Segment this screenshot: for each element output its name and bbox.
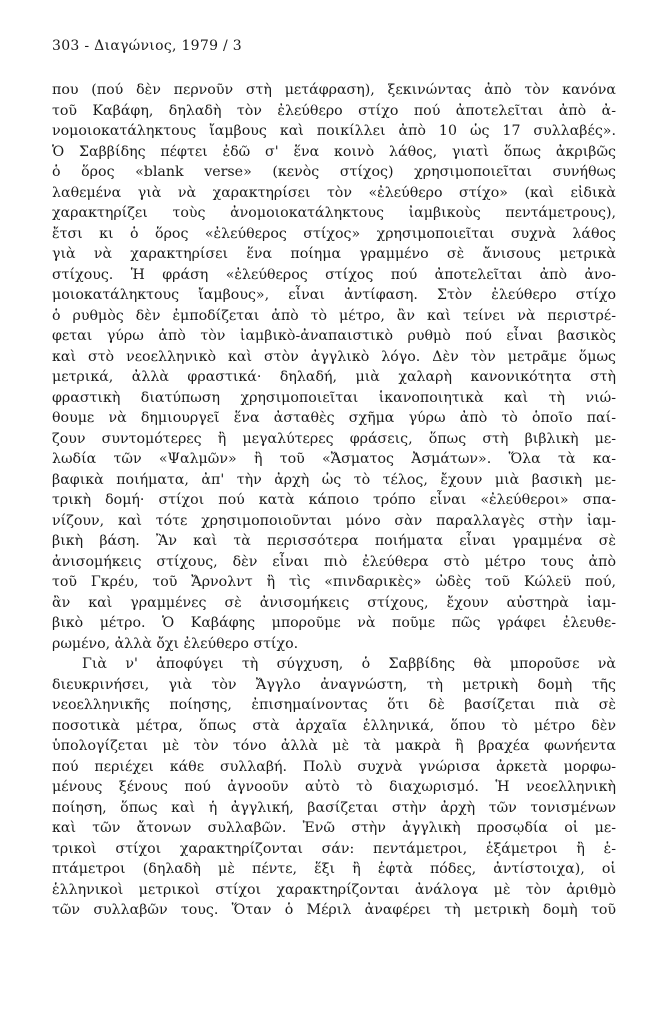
text-line: ζουν συντομότερες ἢ μεγαλύτερες φράσεις, ὅπως στὴ βιβλικὴ με- bbox=[52, 430, 616, 447]
text-line: τῶν συλλαβῶν τους. Ὅταν ὁ Μέριλ ἀναφέρει τὴ μετρικὴ δομὴ τοῦ bbox=[52, 902, 616, 918]
text-line: φραστικὴ διατύπωση χρησιμοποιεῖται ἱκανοποιητικὰ καὶ τὴ νιώ- bbox=[52, 389, 616, 406]
text-line: νεοελληνικῆς ποίησης, ἐπισημαίνοντας ὅτι δὲ βασίζεται πιὰ σὲ bbox=[52, 697, 616, 713]
text-line: τρικοὶ στίχοι χαρακτηρίζονται σάν: πεντάμετροι, ἑξάμετροι ἢ ἑ- bbox=[52, 840, 616, 857]
text-line: στίχους. Ἡ φράση «ἐλεύθερος στίχος πού ἀποτελεῖται ἀπὸ ἀνο- bbox=[52, 266, 616, 283]
text-line: ποίηση, ὅπως καὶ ἡ ἀγγλική, βασίζεται στὴν ἀρχὴ τῶν τονισμένων bbox=[52, 799, 616, 816]
text-line: φεται γύρω ἀπὸ τὸν ἰαμβικὸ-ἀναπαιστικὸ ρυθμὸ πού εἶναι βασικὸς bbox=[52, 328, 616, 344]
text-line: ὑπολογίζεται μὲ τὸν τόνο ἀλλὰ μὲ τὰ μακρὰ ἢ βραχέα φωνήεντα bbox=[52, 738, 616, 754]
text-line: τρικὴ δομή· στίχοι πού κατὰ κάποιο τρόπο εἶναι «ἐλεύθεροι» σπα- bbox=[52, 492, 616, 508]
text-line: Γιὰ ν' ἀποφύγει τὴ σύγχυση, ὁ Σαββίδης θὰ μποροῦσε νὰ bbox=[82, 656, 616, 672]
text-line: μοιοκατάληκτους ἴαμβους», εἶναι ἀντίφαση. Στὸν ἐλεύθερο στίχο bbox=[52, 287, 616, 303]
text-line: λαθεμένα γιὰ νὰ χαρακτηρίσει τὸν «ἐλεύθερο στίχο» (καὶ εἰδικὰ bbox=[52, 184, 616, 201]
body-text bbox=[52, 80, 616, 921]
text-line: γιὰ νὰ χαρακτηρίσει ἕνα ποίημα γραμμένο σὲ ἄνισους μετρικὰ bbox=[52, 246, 616, 262]
text-line: τοῦ Γκρέυ, τοῦ Ἄρνολντ ἢ τὶς «πινδαρικὲς» ὠδὲς τοῦ Κώλεϋ πού, bbox=[52, 574, 616, 590]
text-line: πτάμετροι (δηλαδὴ μὲ πέντε, ἕξι ἢ ἑφτὰ πόδες, ἀντίστοιχα), οἱ bbox=[52, 861, 616, 877]
text-line: ἑλληνικοὶ μετρικοὶ στίχοι χαρακτηρίζονται ἀνάλογα μὲ τὸν ἀριθμὸ bbox=[52, 881, 616, 898]
running-header: 303 - Διαγώνιος, 1979 / 3 bbox=[52, 38, 243, 54]
text-line: που (πού δὲν περνοῦν στὴ μετάφραση), ξεκινώντας ἀπὸ τὸν κανόνα bbox=[52, 82, 616, 98]
text-line: ὁ ὅρος «blank verse» (κενὸς στίχος) χρησιμοποιεῖται συνήθως bbox=[52, 164, 616, 180]
text-line: χαρακτηρίζει τοὺς ἀνομοιοκατάληκτους ἰαμβικοὺς πεντάμετρους), bbox=[52, 205, 616, 221]
text-line: ἀνισομήκεις στίχους, δὲν εἶναι πιὸ ἐλεύθερα στὸ μέτρο τους ἀπὸ bbox=[52, 553, 616, 570]
text-line: τοῦ Καβάφη, δηλαδὴ τὸν ἐλεύθερο στίχο πού ἀποτελεῖται ἀπὸ ἀ- bbox=[52, 102, 616, 119]
text-line: θουμε νὰ δημιουργεῖ ἕνα ἀσταθὲς σχῆμα γύρω ἀπὸ τὸ ὁποῖο παί- bbox=[52, 410, 616, 426]
text-line: βαφικὰ ποιήματα, ἀπ' τὴν ἀρχὴ ὡς τὸ τέλος, ἔχουν μιὰ βασικὴ με- bbox=[52, 471, 616, 488]
text-line: νίζουν, καὶ τότε χρησιμοποιοῦνται μόνο σὰν παραλλαγὲς στὴν ἰαμ- bbox=[52, 512, 616, 529]
text-line: διευκρινήσει, γιὰ τὸν Ἄγγλο ἀναγνώστη, τὴ μετρικὴ δομὴ τῆς bbox=[52, 676, 616, 693]
text-line: μένους ξένους πού ἀγνοοῦν αὐτὸ τὸ διαχωρισμό. Ἡ νεοελληνικὴ bbox=[52, 779, 616, 795]
text-line: ὁ ρυθμὸς δὲν ἐμποδίζεται ἀπὸ τὸ μέτρο, ἂν καὶ τείνει νὰ περιστρέ- bbox=[52, 307, 616, 324]
text-line: ποσοτικὰ μέτρα, ὅπως στὰ ἀρχαῖα ἑλληνικά, ὅπου τὸ μέτρο δὲν bbox=[52, 717, 616, 734]
paragraph bbox=[52, 80, 616, 654]
text-line: βικὸ μέτρο. Ὁ Καβάφης μποροῦμε νὰ ποῦμε πῶς γράφει ἐλευθε- bbox=[52, 615, 616, 631]
text-line: λωδία τῶν «Ψαλμῶν» ἢ τοῦ «Ἄσματος Ἀσμάτων». Ὅλα τὰ κα- bbox=[52, 451, 616, 467]
text-line: καὶ στὸ νεοελληνικὸ καὶ στὸν ἀγγλικὸ λόγο. Δὲν τὸν μετρᾶμε ὅμως bbox=[52, 348, 616, 365]
text-line: ρωμένο, ἀλλὰ ὄχι ἐλεύθερο στίχο. bbox=[52, 635, 299, 652]
text-line: μετρικά, ἀλλὰ φραστικά· δηλαδή, μιὰ χαλαρὴ κανονικότητα στὴ bbox=[52, 369, 616, 385]
text-line: βικὴ βάση. Ἂν καὶ τὰ περισσότερα ποιήματα εἶναι γραμμένα σὲ bbox=[52, 533, 616, 549]
text-line: ἔτσι κι ὁ ὅρος «ἐλεύθερος στίχος» χρησιμοποιεῖται συχνὰ λάθος bbox=[52, 225, 616, 242]
paragraph bbox=[52, 654, 616, 921]
text-line: Ὁ Σαββίδης πέφτει ἐδῶ σ' ἕνα κοινὸ λάθος, γιατὶ ὅπως ἀκριβῶς bbox=[52, 143, 616, 160]
text-line: καὶ τῶν ἄτονων συλλαβῶν. Ἐνῶ στὴν ἀγγλικὴ προσῳδία οἱ με- bbox=[52, 820, 616, 836]
text-line: πού περιέχει κάθε συλλαβή. Πολὺ συχνὰ γνώρισα ἀρκετὰ μορφω- bbox=[52, 758, 616, 775]
text-line: ἂν καὶ γραμμένες σὲ ἀνισομήκεις στίχους, ἔχουν αὐστηρὰ ἰαμ- bbox=[52, 594, 616, 611]
text-line: νομοιοκατάληκτους ἴαμβους καὶ ποικίλλει ἀπὸ 10 ὡς 17 συλλαβές». bbox=[52, 123, 616, 139]
